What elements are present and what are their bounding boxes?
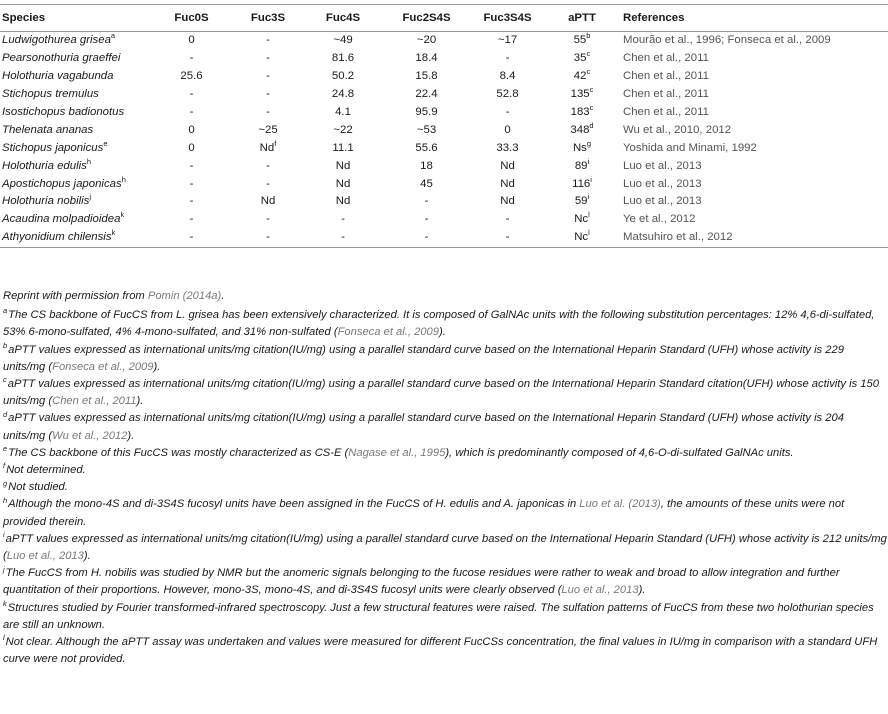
species-name: Acaudina molpadioidea [2, 213, 121, 226]
fuc2s4s-cell [379, 211, 474, 229]
species-name: Thelenata ananas [2, 123, 94, 136]
aptt-value: 59 [574, 195, 588, 208]
species-footnote-mark: h [121, 174, 126, 184]
fuc0s-value: - [189, 213, 194, 226]
footnote [3, 600, 887, 634]
fuc2s4s-value: - [424, 195, 429, 208]
fuc4s-value: 11.1 [332, 141, 354, 154]
aptt-cell [541, 193, 623, 211]
table-footnotes [3, 288, 887, 668]
table-row [0, 175, 888, 193]
fuc0s-value: - [189, 177, 194, 190]
fuc3s4s-cell [474, 50, 541, 68]
fuc4s-cell [307, 86, 379, 104]
fuc3s-value: Nd [259, 141, 275, 154]
aptt-cell [541, 68, 623, 86]
fuc2s4s-cell [379, 104, 474, 122]
fuc2s4s-cell [379, 175, 474, 193]
fuc3s4s-value: Nd [500, 159, 515, 172]
aptt-footnote-mark: i [587, 156, 590, 166]
fuc3s-cell [229, 121, 307, 139]
fuc0s-value: - [189, 195, 194, 208]
species-name: Holothuria vagabunda [2, 70, 114, 83]
table-row [0, 50, 888, 68]
species-cell [0, 121, 154, 139]
aptt-footnote-mark: c [589, 85, 594, 95]
fuc3s4s-value: 0 [504, 123, 511, 136]
fuc2s4s-value: - [424, 231, 429, 244]
aptt-footnote-mark: c [586, 67, 591, 77]
footnote-mark: c [3, 375, 7, 385]
fuc0s-value: 0 [188, 141, 195, 154]
fuc0s-value: 0 [188, 34, 195, 47]
footnote [3, 376, 887, 410]
fuccs-table [0, 4, 888, 248]
footnote-mark: e [3, 444, 8, 454]
fuc3s-value: - [266, 106, 270, 118]
fuc2s4s-cell [379, 157, 474, 175]
fuc4s-cell [307, 157, 379, 175]
fuc3s-cell [229, 104, 307, 122]
fuc3s-value: - [266, 231, 270, 244]
references-cell[interactable]: Ye et al., 2012 [623, 213, 696, 226]
footnote [3, 307, 887, 341]
species-name: Apostichopus japonicas [2, 177, 122, 190]
fuc3s-cell [229, 211, 307, 229]
footnote-text: Not determined. [6, 464, 86, 477]
fuc4s-value: Nd [335, 159, 351, 172]
footnote-mark: f [3, 461, 6, 471]
aptt-value: 348 [570, 123, 590, 136]
fuc2s4s-value: 15.8 [415, 70, 438, 83]
aptt-footnote-mark: d [589, 121, 594, 131]
footnote-mark: k [3, 598, 7, 608]
species-cell [0, 229, 154, 247]
fuc4s-cell [307, 32, 379, 50]
fuc0s-value: - [189, 52, 194, 65]
footnote [3, 410, 887, 444]
table-row [0, 211, 888, 229]
footnote-citation-link[interactable]: Chen et al., 2011 [52, 395, 137, 408]
aptt-value: 42 [573, 70, 587, 83]
species-cell [0, 86, 154, 104]
aptt-cell [541, 157, 623, 175]
fuc3s4s-value: 8.4 [499, 70, 516, 83]
fuc3s-value: - [266, 34, 270, 47]
aptt-footnote-mark: l [588, 210, 590, 220]
fuc3s4s-value: 33.3 [496, 141, 519, 154]
fuc2s4s-value: 45 [420, 177, 433, 190]
fuc3s4s-cell [474, 229, 541, 247]
fuc4s-value: ~22 [333, 123, 353, 136]
species-name: Stichopus tremulus [2, 88, 99, 101]
table-row [0, 104, 888, 122]
fuc3s4s-value: Nd [500, 177, 515, 190]
fuc0s-cell [154, 229, 229, 247]
table-row [0, 157, 888, 175]
species-cell [0, 139, 154, 157]
footnote-text-end: ). [438, 326, 446, 339]
fuc3s-cell [229, 157, 307, 175]
fuc3s4s-value: ~17 [497, 34, 518, 47]
reprint-note [3, 288, 887, 305]
aptt-cell [541, 104, 623, 122]
fuc0s-cell [154, 104, 229, 122]
table-row [0, 193, 888, 211]
fuc3s4s-value: Nd [500, 195, 515, 208]
table-row [0, 139, 888, 157]
references-cell[interactable]: Luo et al., 2013 [623, 159, 702, 172]
fuc4s-value: 50.2 [331, 70, 355, 83]
species-cell [0, 50, 154, 68]
fuc3s-cell [229, 50, 307, 68]
footnote-mark: h [3, 495, 8, 505]
fuc0s-cell [154, 175, 229, 193]
species-cell [0, 193, 154, 211]
aptt-cell [541, 211, 623, 229]
aptt-footnote-mark: b [586, 31, 591, 41]
footnote-text: aPTT values expressed as international units/mg citation(IU/mg) using a parallel standard curve based on the International Heparin Standard (UFH) whose activity is 229 units/mg ( [3, 343, 844, 373]
species-footnote-mark: j [89, 192, 92, 202]
fuc2s4s-cell [379, 86, 474, 104]
fuc4s-cell [307, 50, 379, 68]
footnote-text-end: ). [136, 395, 144, 408]
fuc2s4s-cell [379, 32, 474, 50]
footnote-text: The CS backbone of FucCS from L. grisea has been extensively characterized. It is composed of GalNAc units with the following substitution percentages: 12% 4,6-di-sulfated, 53% 6-mono-sulfated, 4% 4-mono-sulfated, and 31% non-sulfated ( [3, 309, 875, 339]
footnote [3, 479, 887, 496]
fuc4s-cell [307, 104, 379, 122]
footnote-mark: j [3, 564, 5, 574]
aptt-footnote-mark: i [590, 174, 592, 184]
fuc3s4s-cell [474, 193, 541, 211]
footnote-text: Not clear. Although the aPTT assay was undertaken and values were measured for different FucCSs concentration, the final values in IU/mg in comparison with a standard UFH curve were not provided. [3, 636, 878, 666]
species-name: Holothuria nobilis [2, 195, 90, 208]
footnote-text-end: ), which is predominantly composed of 4,6-O-di-sulfated GalNAc units. [445, 446, 794, 459]
references-cell[interactable]: Wu et al., 2010, 2012 [623, 123, 732, 136]
fuc3s4s-cell [474, 104, 541, 122]
fuc0s-cell [154, 157, 229, 175]
fuc3s4s-value: - [505, 106, 510, 118]
footnote-text-end: ). [638, 584, 646, 597]
aptt-footnote-mark: c [589, 103, 594, 113]
fuc2s4s-value: 18 [420, 159, 433, 172]
species-footnote-mark: h [86, 156, 92, 166]
reprint-end: . [221, 290, 225, 302]
reprint-citation-link[interactable]: Pomin (2014a) [147, 290, 222, 302]
footnote-text: Although the mono-4S and di-3S4S fucosyl units have been assigned in the FucCS of H. edulis and A. japonicas in [8, 498, 580, 511]
aptt-cell [541, 121, 623, 139]
fuc0s-value: - [189, 88, 194, 101]
footnote [3, 634, 887, 668]
aptt-value: Nc [574, 213, 589, 226]
table-row [0, 86, 888, 104]
species-cell [0, 157, 154, 175]
fuc3s4s-cell [474, 175, 541, 193]
fuc2s4s-value: 22.4 [415, 88, 438, 101]
fuc3s4s-cell [474, 211, 541, 229]
footnote [3, 445, 887, 462]
aptt-value: 89 [574, 159, 588, 172]
species-cell [0, 175, 154, 193]
fuc2s4s-cell [379, 229, 474, 247]
fuc0s-value: 0 [188, 123, 195, 136]
fuc4s-value: 81.6 [331, 52, 355, 65]
fuc2s4s-value: 55.6 [415, 141, 438, 154]
footnote-citation-link[interactable]: Luo et al. (2013) [579, 498, 661, 511]
aptt-footnote-mark: i [587, 192, 590, 202]
fuc2s4s-cell [379, 193, 474, 211]
fuc3s4s-cell [474, 121, 541, 139]
fuc2s4s-cell [379, 121, 474, 139]
species-footnote-mark: e [103, 138, 108, 148]
footnote-citation-link[interactable]: Fonseca et al., 2009 [337, 326, 439, 339]
species-name: Athyonidium chilensis [2, 231, 112, 244]
table-row [0, 68, 888, 86]
aptt-value: 35 [573, 52, 587, 65]
fuc3s4s-value: - [505, 231, 510, 244]
references-cell[interactable]: Chen et al., 2011 [623, 88, 709, 101]
col-header-references: References [623, 5, 888, 32]
fuc4s-value: - [341, 213, 345, 226]
fuc3s4s-value: - [505, 52, 510, 65]
fuc0s-value: - [189, 231, 194, 244]
footnote-mark: a [3, 306, 8, 316]
footnote-text: aPTT values expressed as international units/mg citation(IU/mg) using a parallel standard curve based on the International Heparin Standard (UFH) whose activity is 204 units/mg ( [3, 412, 844, 442]
fuc4s-value: - [341, 231, 345, 244]
references-cell[interactable]: Yoshida and Minami, 1992 [623, 141, 757, 154]
references-cell[interactable]: Luo et al., 2013 [623, 177, 702, 190]
footnote-text: aPTT values expressed as international units/mg citation(IU/mg) using a parallel standard curve based on the International Heparin Standard (UFH) whose activity is 212 units/mg ( [3, 532, 887, 563]
aptt-footnote-mark: c [586, 49, 591, 59]
footnote-mark: g [3, 478, 8, 488]
aptt-value: 183 [570, 106, 590, 118]
fuc2s4s-value: ~20 [416, 34, 437, 47]
aptt-footnote-mark: g [586, 138, 592, 148]
species-cell [0, 32, 154, 50]
footnote [3, 496, 887, 530]
aptt-cell [541, 139, 623, 157]
footnote-mark: l [3, 633, 5, 643]
footnote-text: The FucCS from H. nobilis was studied by NMR but the anomeric signals belonging to the fucose residues were rather to weak and broad to allow integration and further quantitation of their proportions. However, mono-3S, mono-4S, and di-3S4S fucosyl units were clearly observed ( [3, 567, 840, 597]
species-name: Pearsonothuria graeffei [2, 52, 121, 65]
table-body [0, 32, 888, 248]
footnote-citation-link[interactable]: Luo et al., 2013 [6, 550, 84, 563]
footnote [3, 462, 887, 479]
fuc3s-cell [229, 86, 307, 104]
col-header-fuc3s4s: Fuc3S4S [474, 5, 541, 32]
fuc4s-value: Nd [335, 177, 351, 190]
footnote [3, 565, 887, 599]
fuc3s4s-cell [474, 86, 541, 104]
fuc3s-value: - [266, 177, 270, 190]
footnote [3, 342, 887, 376]
fuc4s-value: 24.8 [331, 88, 355, 101]
fuc3s-cell [229, 193, 307, 211]
aptt-cell [541, 229, 623, 247]
table-row [0, 32, 888, 50]
fuc4s-cell [307, 193, 379, 211]
references-cell[interactable]: Matsuhiro et al., 2012 [623, 229, 888, 247]
footnote-text: aPTT values expressed as international units/mg citation(IU/mg) using a parallel standard curve based on the International Heparin Standard citation(UFH) whose activity is 150 units/mg ( [3, 378, 879, 408]
references-cell[interactable]: Chen et al., 2011 [623, 52, 709, 65]
species-cell [0, 211, 154, 229]
fuc4s-cell [307, 211, 379, 229]
fuc3s4s-value: 52.8 [496, 88, 519, 101]
aptt-cell [541, 32, 623, 50]
fuc4s-value: Nd [335, 195, 351, 208]
fuc3s4s-cell [474, 157, 541, 175]
fuc3s-value: ~25 [258, 123, 278, 136]
table-header-row [0, 5, 888, 32]
fuc3s4s-value: - [505, 213, 510, 226]
species-cell [0, 104, 154, 122]
fuc0s-value: 25.6 [180, 70, 203, 83]
fuc3s-value: Nd [260, 195, 276, 208]
fuc2s4s-value: 18.4 [415, 52, 438, 65]
fuc3s-value: - [266, 52, 270, 65]
footnote-text-end: , the amounts of these units were not provided therein. [3, 498, 845, 528]
fuc3s-cell [229, 68, 307, 86]
aptt-value: 116 [572, 177, 591, 190]
fuc0s-cell [154, 50, 229, 68]
species-name: Ludwigothurea grisea [2, 34, 111, 47]
col-header-aptt: aPTT [541, 5, 623, 32]
fuc0s-cell [154, 139, 229, 157]
reprint-text: Reprint with permission from [3, 290, 148, 302]
fuc4s-cell [307, 68, 379, 86]
aptt-cell [541, 175, 623, 193]
fuc0s-cell [154, 211, 229, 229]
fuc0s-cell [154, 86, 229, 104]
fuc4s-value: ~49 [333, 34, 353, 47]
fuc4s-cell [307, 175, 379, 193]
footnote-text: Not studied. [8, 481, 68, 494]
fuc2s4s-cell [379, 68, 474, 86]
species-footnote-mark: k [111, 228, 116, 238]
footnote-mark: b [3, 340, 8, 350]
fuc3s-footnote-mark: f [274, 138, 277, 148]
fuc3s-value: - [266, 88, 270, 101]
fuc2s4s-cell [379, 50, 474, 68]
aptt-value: Ns [572, 141, 587, 154]
footnote-text: Structures studied by Fourier transformed-infrared spectroscopy. Just a few structural features were raised. The sulfation patterns of FucCS from these two holothurian species are still an unknown. [3, 601, 874, 631]
col-header-fuc3s: Fuc3S [229, 5, 307, 32]
references-cell[interactable]: Chen et al., 2011 [623, 70, 709, 83]
species-name: Stichopus japonicus [2, 141, 104, 154]
fuc2s4s-cell [379, 139, 474, 157]
col-header-fuc2s4s: Fuc2S4S [379, 5, 474, 32]
species-footnote-mark: k [120, 210, 125, 220]
footnote-mark: d [3, 409, 8, 419]
footnote-mark: i [3, 530, 5, 540]
aptt-value: 135 [570, 88, 590, 101]
fuc2s4s-value: 95.9 [415, 106, 438, 118]
fuc0s-value: - [189, 159, 194, 172]
aptt-footnote-mark: l [588, 228, 590, 238]
fuc4s-value: 4.1 [335, 106, 351, 118]
fuc3s-value: - [266, 213, 270, 226]
footnote [3, 531, 887, 565]
fuc0s-cell [154, 121, 229, 139]
fuc3s-cell [229, 229, 307, 247]
species-footnote-mark: a [110, 31, 116, 41]
footnote-text-end: ). [83, 550, 91, 563]
fuc3s4s-cell [474, 139, 541, 157]
species-cell [0, 68, 154, 86]
fuc3s4s-cell [474, 32, 541, 50]
fuc0s-cell [154, 68, 229, 86]
fuc0s-cell [154, 32, 229, 50]
aptt-cell [541, 86, 623, 104]
fuc4s-cell [307, 121, 379, 139]
col-header-fuc0s: Fuc0S [154, 5, 229, 32]
fuc4s-cell [307, 229, 379, 247]
references-cell[interactable]: Mourão et al., 1996; Fonseca et al., 2009 [623, 34, 831, 47]
aptt-cell [541, 50, 623, 68]
fuc0s-cell [154, 193, 229, 211]
footnote-text-end: ). [127, 429, 135, 442]
footnote-text-end: ). [153, 360, 161, 373]
col-header-fuc4s: Fuc4S [307, 5, 379, 32]
col-header-species: Species [0, 5, 154, 32]
fuc3s-cell [229, 32, 307, 50]
footnote-text: The CS backbone of this FucCS was mostly characterized as CS-E ( [8, 446, 349, 459]
fuc3s-cell [229, 175, 307, 193]
species-name: Isostichopus badionotus [2, 106, 125, 118]
fuc2s4s-value: - [424, 213, 429, 226]
species-name: Holothuria edulis [2, 159, 87, 172]
aptt-value: Nc [574, 231, 589, 244]
footnote-citation-link[interactable]: Wu et al., 2012 [52, 429, 128, 442]
fuc4s-cell [307, 139, 379, 157]
references-cell[interactable]: Chen et al., 2011 [623, 106, 709, 118]
fuc0s-value: - [189, 106, 194, 118]
fuc2s4s-value: ~53 [416, 123, 437, 136]
footnote-citation-link[interactable]: Fonseca et al., 2009 [52, 360, 154, 373]
footnote-citation-link[interactable]: Luo et al., 2013 [561, 584, 639, 597]
fuc3s-cell [229, 139, 307, 157]
aptt-value: 55 [573, 34, 587, 47]
footnote-citation-link[interactable]: Nagase et al., 1995 [348, 446, 446, 459]
fuc3s4s-cell [474, 68, 541, 86]
fuc3s-value: - [266, 70, 270, 83]
table-row [0, 121, 888, 139]
fuc3s-value: - [266, 159, 270, 172]
table-row [0, 229, 888, 247]
references-cell[interactable]: Luo et al., 2013 [623, 195, 702, 208]
